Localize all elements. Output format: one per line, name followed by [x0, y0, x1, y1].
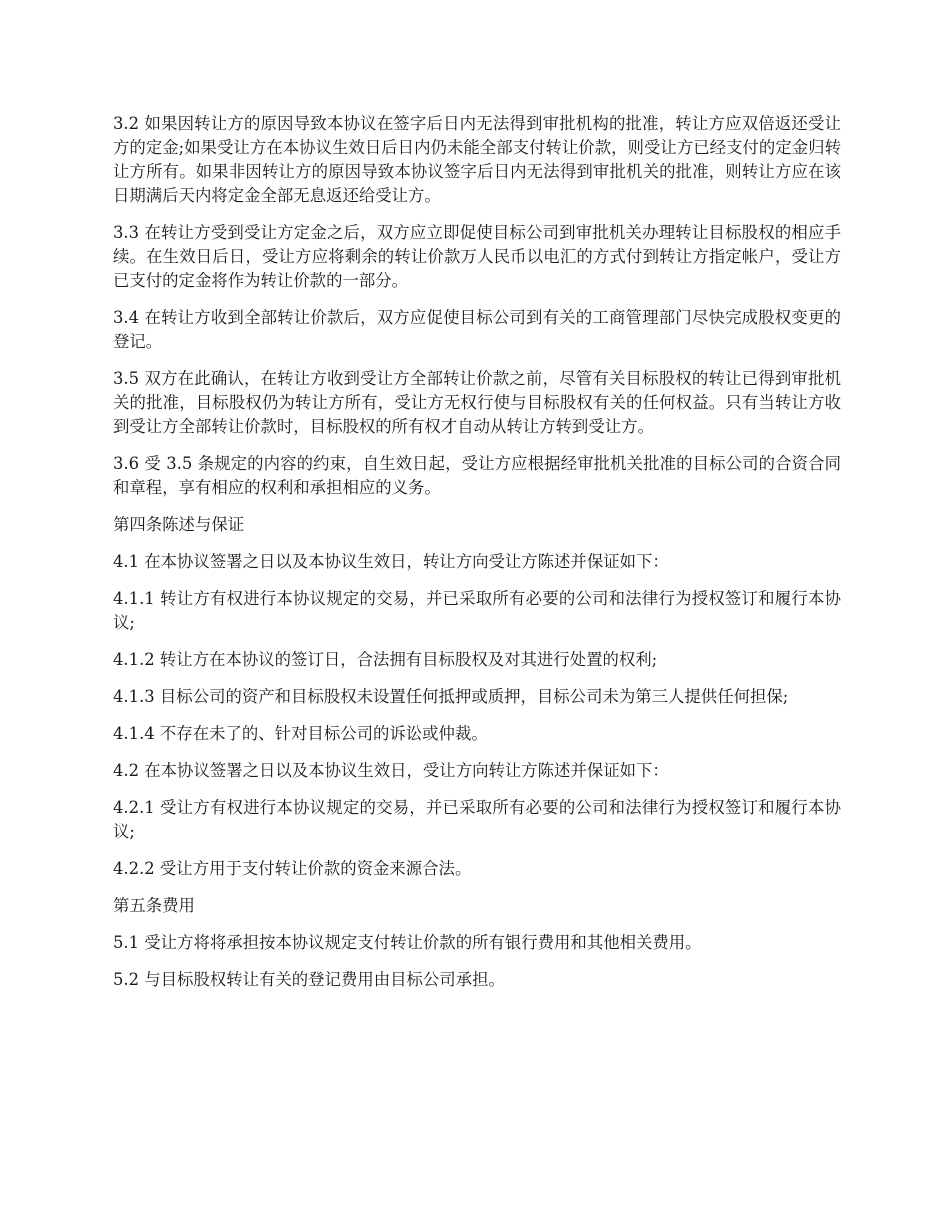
clause-4-2-2: 4.2.2 受让方用于支付转让价款的资金来源合法。: [113, 859, 472, 878]
clause-4-1-2: 4.1.2 转让方在本协议的签订日，合法拥有目标股权及对其进行处置的权利;: [113, 650, 658, 669]
clause-4-1-3: 4.1.3 目标公司的资产和目标股权未设置任何抵押或质押，目标公司未为第三人提供任何担保;: [113, 687, 789, 706]
section-heading-article-5: 第五条费用: [113, 896, 195, 915]
section-heading-article-4: 第四条陈述与保证: [113, 515, 245, 534]
clause-4-2: 4.2 在本协议签署之日以及本协议生效日，受让方向转让方陈述并保证如下：: [113, 761, 669, 780]
document-body: [113, 112, 841, 1005]
clause-3-6: 3.6 受 3.5 条规定的内容的约束，自生效日起，受让方应根据经审批机关批准的目标公司的合资合同和章程，享有相应的权利和承担相应的义务。: [113, 454, 841, 497]
clause-3-5: 3.5 双方在此确认，在转让方收到受让方全部转让价款之前，尽管有关目标股权的转让已得到审批机关的批准，目标股权仍为转让方所有，受让方无权行使与目标股权有关的任何权益。只有当转让方收到受让方全部转让价款时，目标股权的所有权才自动从转让方转到受让方。: [113, 369, 841, 436]
clause-4-1-1: 4.1.1 转让方有权进行本协议规定的交易，并已采取所有必要的公司和法律行为授权签订和履行本协议;: [113, 589, 841, 632]
clause-3-4: 3.4 在转让方收到全部转让价款后，双方应促使目标公司到有关的工商管理部门尽快完成股权变更的登记。: [113, 308, 841, 351]
clause-3-3: 3.3 在转让方受到受让方定金之后，双方应立即促使目标公司到审批机关办理转让目标股权的相应手续。在生效日后日，受让方应将剩余的转让价款万人民币以电汇的方式付到转让方指定帐户，受让方已支付的定金将作为转让价款的一部分。: [113, 223, 841, 290]
clause-3-2: 3.2 如果因转让方的原因导致本协议在签字后日内无法得到审批机构的批准，转让方应双倍返还受让方的定金;如果受让方在本协议生效日后日内仍未能全部支付转让价款，则受让方已经支付的定金归转让方所有。如果非因转让方的原因导致本协议签字后日内无法得到审批机关的批准，则转让方应在该日期满后天内将定金全部无息返还给受让方。: [113, 114, 841, 205]
clause-4-2-1: 4.2.1 受让方有权进行本协议规定的交易，并已采取所有必要的公司和法律行为授权签订和履行本协议;: [113, 798, 841, 841]
clause-5-2: 5.2 与目标股权转让有关的登记费用由目标公司承担。: [113, 970, 505, 989]
clause-5-1: 5.1 受让方将将承担按本协议规定支付转让价款的所有银行费用和其他相关费用。: [113, 933, 702, 952]
clause-4-1: 4.1 在本协议签署之日以及本协议生效日，转让方向受让方陈述并保证如下：: [113, 552, 669, 571]
clause-4-1-4: 4.1.4 不存在未了的、针对目标公司的诉讼或仲裁。: [113, 724, 488, 743]
